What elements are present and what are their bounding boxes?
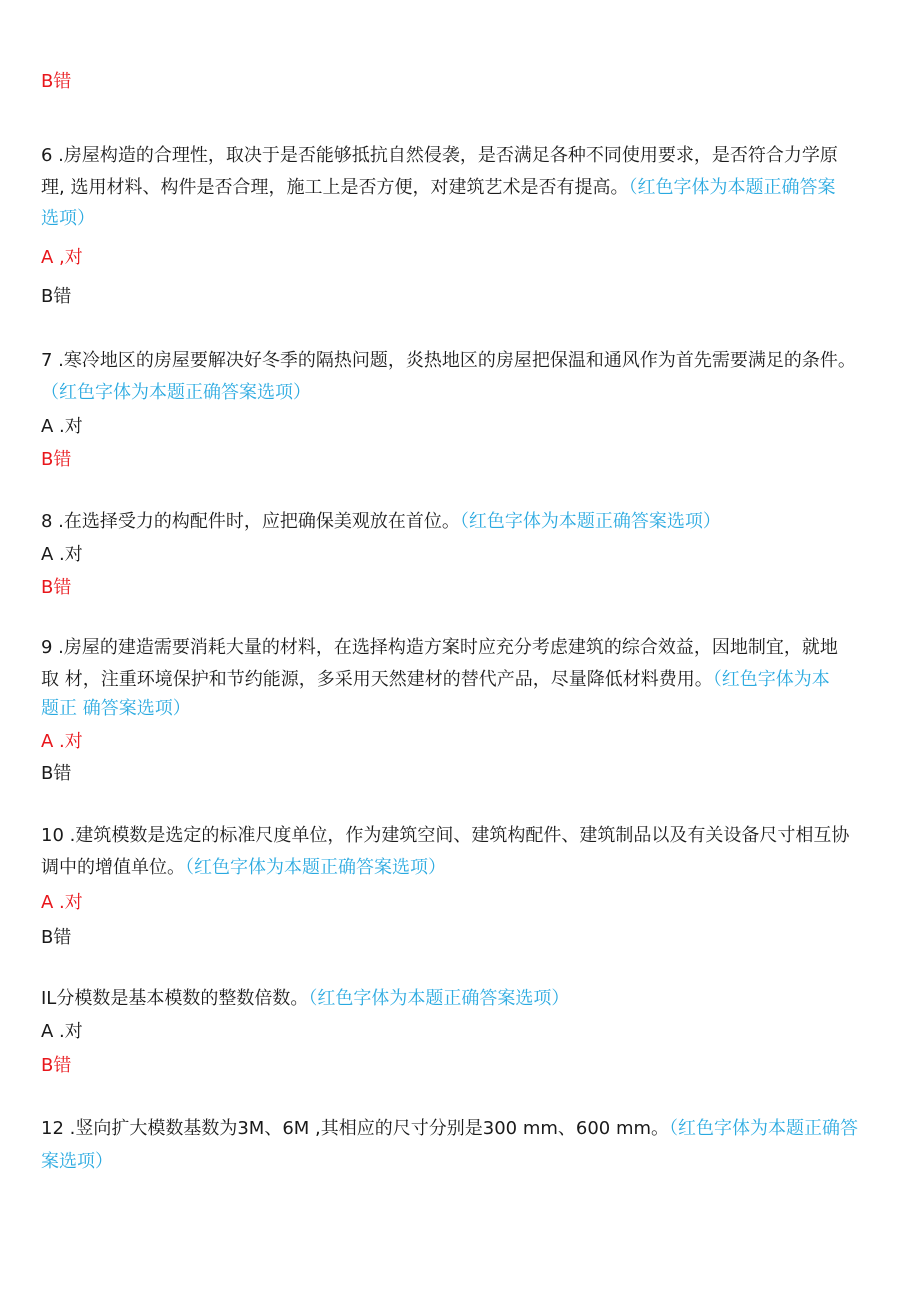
q7-option-b: B错 xyxy=(41,449,72,470)
q10-option-a: A .对 xyxy=(41,892,83,913)
q9-text-line1: 9 .房屋的建造需要消耗大量的材料，在选择构造方案时应充分考虑建筑的综合效益，因地制宜，就地 xyxy=(41,637,838,658)
q8-option-b: B错 xyxy=(41,577,72,598)
q11-option-a: A .对 xyxy=(41,1021,83,1042)
q7-option-a: A .对 xyxy=(41,416,83,437)
prev-option-b: B错 xyxy=(41,71,72,92)
q9-hint-cont: 题正 确答案选项） xyxy=(41,698,191,719)
q10-option-b: B错 xyxy=(41,927,72,948)
q11-text-line1 xyxy=(41,983,880,1015)
q12-hint: （红色字体为本题正确答 xyxy=(669,1118,859,1139)
q8-hint: （红色字体为本题正确答案选项） xyxy=(459,511,721,532)
q8-text-body: 8 .在选择受力的构配件时，应把确保美观放在首位。 xyxy=(41,511,460,532)
q9-hint: （红色字体为本 xyxy=(712,669,830,690)
q7-text-line1: 7 .寒冷地区的房屋要解决好冬季的隔热问题，炎热地区的房屋把保温和通风作为首先需要满足的条件。 xyxy=(41,350,856,371)
q9-text-line2-body: 取 材，注重环境保护和节约能源，多采用天然建材的替代产品，尽量降低材料费用。 xyxy=(41,669,713,690)
q8-option-a: A .对 xyxy=(41,544,83,565)
q6-option-b: B错 xyxy=(41,286,72,307)
q12-text-line1 xyxy=(41,1113,880,1145)
q8-text-line1 xyxy=(41,506,880,538)
q10-hint: （红色字体为本题正确答案选项） xyxy=(185,857,446,878)
q12-hint-cont: 案选项） xyxy=(41,1151,113,1172)
q9-text-line2 xyxy=(41,664,880,696)
q6-text-line2 xyxy=(41,172,880,204)
q11-text-body: IL分模数是基本模数的整数倍数。 xyxy=(41,988,309,1009)
q11-hint: （红色字体为本题正确答案选项） xyxy=(308,988,570,1009)
q10-text-line2-body: 调中的增值单位。 xyxy=(41,857,185,878)
q6-hint-cont: 选项） xyxy=(41,208,95,229)
q6-hint: （红色字体为本题正确答案 xyxy=(628,177,836,198)
q9-option-a: A .对 xyxy=(41,731,83,752)
q6-text-line2-body: 理, 选用材料、构件是否合理，施工上是否方便，对建筑艺术是否有提高。 xyxy=(41,177,629,198)
q11-option-b: B错 xyxy=(41,1055,72,1076)
q6-option-a: A ,对 xyxy=(41,247,83,268)
q7-hint: （红色字体为本题正确答案选项） xyxy=(41,382,311,403)
q10-text-line2 xyxy=(41,852,880,884)
q10-text-line1: 10 .建筑模数是选定的标准尺度单位，作为建筑空间、建筑构配件、建筑制品以及有关设备尺寸相互协 xyxy=(41,825,850,846)
q9-option-b: B错 xyxy=(41,763,72,784)
q6-text-line1: 6 .房屋构造的合理性，取决于是否能够抵抗自然侵袭，是否满足各种不同使用要求，是否符合力学原 xyxy=(41,145,838,166)
q12-text-body: 12 .竖向扩大模数基数为3M、6M ,其相应的尺寸分别是300 mm、600 mm。 xyxy=(41,1118,670,1139)
